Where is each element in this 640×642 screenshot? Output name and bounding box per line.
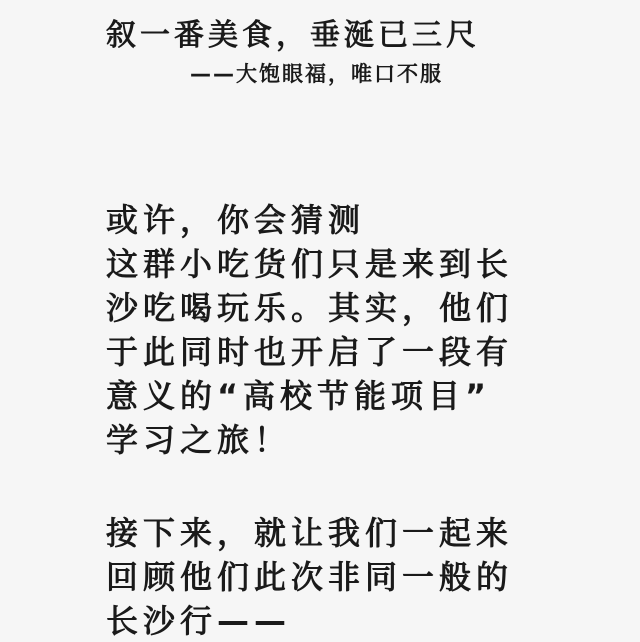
text-line: 学习之旅！ [106,421,292,459]
text-line: 这群小吃货们只是来到长 [106,245,514,283]
text-line: 意义的“高校节能项目” [106,377,492,415]
page-subtitle: ——大饱眼福，唯口不服 [190,62,443,86]
text-line: 长沙行—— [106,602,292,640]
text-line: 回顾他们此次非同一般的 [106,558,514,596]
page-title: 叙一番美食，垂涎已三尺 [106,18,480,53]
text-line: 接下来，就让我们一起来 [106,514,514,552]
text-line: 沙吃喝玩乐。其实，他们 [106,289,514,327]
text-line: 于此同时也开启了一段有 [106,333,514,371]
text-line: 或许，你会猜测 [106,201,366,239]
